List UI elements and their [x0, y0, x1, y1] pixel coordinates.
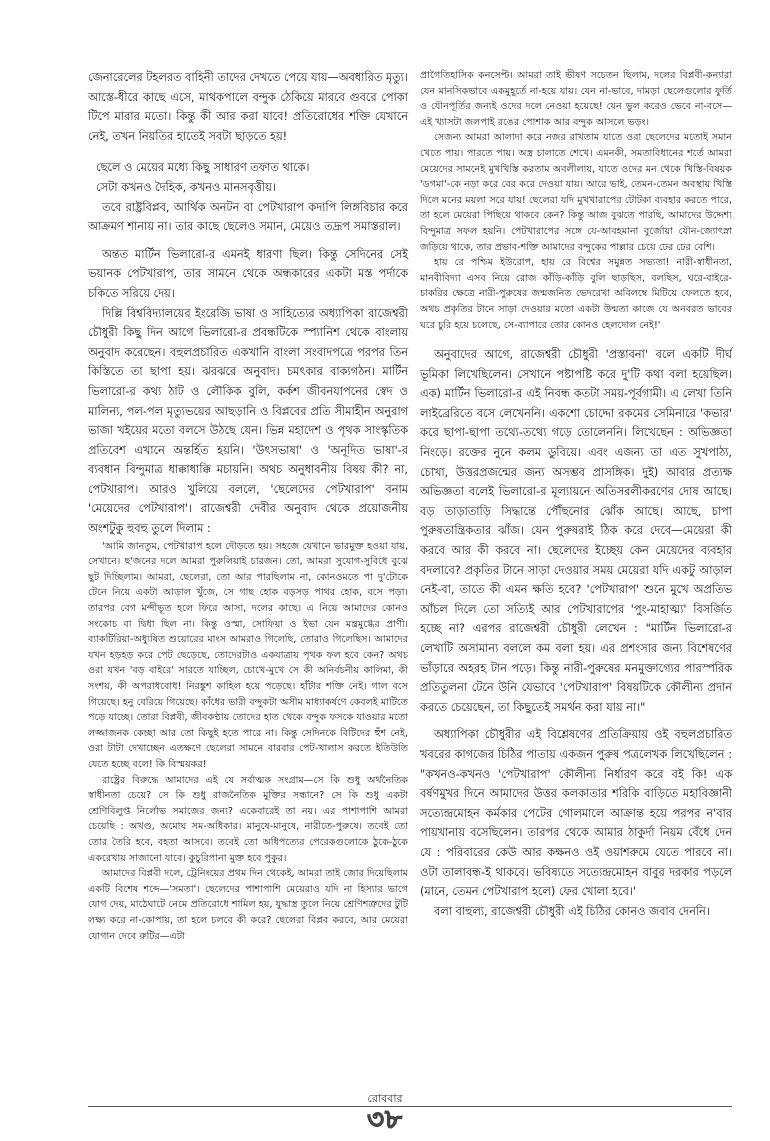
- paragraph-preface: অনুবাদের আগে, রাজেশ্বরী চৌধুরী 'প্রস্তাবনা' বলে একটি দীর্ঘ ভূমিকা লিখেছিলেন। সেখানে পষ্টাপষ্টি করে দু'টি কথা বলা হয়েছিল। এক) মার্টিন ভিলারো-র এই নিবন্ধ কতটা সময়-পূর্বগামী। এ লেখা তিনি লাইব্রেরিতে বসে লেখেননি। একশো চোদ্দো রকমের সেমিনারে 'কভার' করে ছাপা-ছাপা তথ্যে-তথ্যে গড়ে তোলেননি। লিখেছেন : অভিজ্ঞতা নিংড়ে। রক্তের নুনে কলম ডুবিয়ে। এবং এজন্য তা এত সুখপাঠ্য, চোখা, উত্তরপ্রজন্মের জন্য অসম্ভব প্রাসঙ্গিক। দুই) আবার প্রত্যক্ষ অভিজ্ঞতা বলেই ভিলারো-র মূল্যায়নে অতিসরলীকরণের দোষ আছে। বড় তাড়াতাড়ি সিদ্ধান্তে পৌঁছনোর ঝোঁক আছে। আছে, চাপা পুরুষতান্ত্রিকতার ঝাঁজ। যেন পুরুষরাই ঠিক করে দেবে—মেয়েরা কী করবে আর কী করবে না। ছেলেদের ইচ্ছেয় কেন মেয়েদের ব্যবহার বদলাবে? প্রকৃতির টানে সাড়া দেওয়ার সময় মেয়েরা যদি একটু আড়াল নেই-বা, তাতে কী এমন ক্ষতি হবে? 'পেটখারাপ' শুনে মুখে অপ্রতিভ আঁচল দিলে তো সত্যিই আর পেটখারাপের 'পুং-মাহাত্ম্য' বিসর্জিত হচ্ছে না? এরপর রাজেশ্বরী চৌধুরী লেখেন : "মার্টিন ভিলারো-র লেখাটি অসামান্য বললে কম বলা হয়। এর প্রশংসার জন্য বিশেষণের ভাঁড়ারে অহরহ টান পড়ে। কিন্তু নারী-পুরুষের মনমুক্তাগ্যের পারস্পরিক প্রতিতুলনা টেনে উনি যেভাবে 'পেটখারাপ' বিষয়টিকে কৌলীন্য প্রদান করতে চেয়েছেন, তা কিছুতেই সমর্থন করা যায় না।": [420, 348, 732, 714]
- quote-paragraph-4: প্রাগৈতিহাসিক কনসেপ্ট। আমরা তাই ভীষণ সচেতন ছিলাম, দলের বিপ্লবী-কন্যারা যেন মানসিকভাবে একমুহূর্তে না-হয়ে যায়। যেন না-ভাবে, দামড়া ছেলেগুলোর ফুর্তি ও যৌনপূর্তির জন্যই ওদের দলে নেওয়া হয়েছে! যেন ভুল করেও ভেবে না-বসে—এই খ্যাসটা জলপাই রঙের পোশাক আর বন্দুক আসলে ভড়ং।: [420, 70, 732, 128]
- spacer: [88, 146, 408, 158]
- paragraph-villaro-belief: অন্তত মার্টিন ভিলারো-র এমনই ধারণা ছিল। কিন্তু সেদিনের সেই ভয়ানক পেটখারাপ, তার সামনে থেকে অন্ধকারের একটা মস্ত পর্দাকে চকিতে সরিয়ে দেয়।: [88, 247, 408, 300]
- paragraph-letter: অধ্যাপিকা চৌধুরীর এই বিশ্লেষণের প্রতিক্রিয়ায় ওই বহুলপ্রচারিত খবরের কাগজের চিঠির পাতায় একজন পুরুষ পত্রলেখক লিখেছিলেন : "কখনও-কখনও 'পেটখারাপ' কৌলীন্য নির্ধারণ করে বই কি! এক বর্ষণমুখর দিনে আমাদের উত্তর কলকাতার শরিকি বাড়িতে মহাবিজ্ঞানী সত্যেন্দ্রমোহন কর্মকার পেটের গোলমালে আক্রান্ত হয়ে পরপর ন'বার পায়খানায় বসেছিলেন। তারপর থেকে আমার ঠাকুর্দা নিয়ম বেঁধে দেন যে : পরিবারের কেউ আর কক্ষনও ওই ওয়াশরুমে যেতে পারবে না। ওটা তালাবন্ধ-ই থাকবে। ভবিষ্যতে সত্যেন্দ্রমোহন বাবুর দরকার পড়লে (মানে, তেমন পেটখারাপ হলে) ফের খোলা হবে।': [420, 728, 732, 899]
- verse-line-1: ছেলে ও মেয়ের মধ্যে কিছু সাধারণ তফাত থাকে।: [96, 161, 310, 175]
- quote-paragraph-1: 'আমি জানতুম, পেটখারাপ হলে দৌড়তে হয়। সহজে যেখানে ভারমুক্ত হওয়া যায়, সেখানে। ছ'জনের দলে আমরা পুরুলিয়াই চারজন। তো, আমরা সুযোগ-সুবিধে বুঝে ছুট দিচ্ছিলাম। আমরা, ছেলেরা, তো আর পারছিলাম না, কোনওমতে পা দু'টোকে টেনে নিয়ে একটা আড়াল খুঁজে, সে গাছ হোক বড়সড় পাথর হোক, বসে পড়া। তারপর বেগ মন্দীভূত হলে ফিরে আসা, দলের কাছে। এ নিয়ে আমাদের কোনও সংকোচ বা দ্বিধা ছিল না। কিন্তু ওস্মা, সোফিয়া ও ইভা যেন মন্ত্রমুগ্ধের প্রাণী। ব্যাকটিরিয়া-অধ্যুষিত শুয়োরের মাংস আমরাও গিলেছি, তোরাও গিলেছিস। আমাদের যখন হড়হড় করে পেট ছেড়েছে, তোদেরটাও একযাত্রায় পৃথক ফল হবে কেন? অথচ ওরা যখন 'বড় বাইরে' সারতে যাচ্ছিল, চোখে-মুখে সে কী অনির্বচনীয় কালিমা, কী সংশয়, কী অপরাধবোধ! নিরঙ্কুশ কাহিল হয়ে পড়েছে। হাঁটার শক্তি নেই। গাল বসে গিয়েছে। হনু বেরিয়ে গিয়েছে। কাঁধের ভারী বন্দুকটা অসীম মাধ্যাকর্ষণে কেবলই মাটিতে পড়ে যাচ্ছে। তোরা বিপ্লবী, জীবকণ্ঠায় তোদের হাত থেকে বন্দুক ফসকে যাওয়ার মতো লজ্জাজনক কেচ্ছা আর তো কিছুই হতে পারে না। কিন্তু সেদিনকে বিটিদের হুঁশ নেই, ওরা টাটা দেখাচ্ছেন এতক্ষণে ছেলেরা সামনে বারবার পেট-খালাস করতে ইতিউতি যেতে হচ্ছে বলে! কি বিস্ময়কর!: [88, 540, 408, 770]
- quote-paragraph-2: রাষ্ট্রের বিরুদ্ধে আমাদের এই যে সর্বাত্মক সংগ্রাম—সে কি শুধু অর্থনৈতিক স্বাধীনতা চেয়ে? সে কি শুধু রাজনৈতিক মুক্তির সন্ধানে? সে কি শুধু একটা শ্রেণিবিলুপ্ত নির্লোভ সমাজের জন্য? একেবারেই তা নয়। এর পাশাপাশি আমরা চেয়েছি : অখণ্ড, অমোঘ সম-অধিকার। মানুষে-মানুষে, নারীতে-পুরুষে। তবেই তো তোর তৈরি হবে, বহতা আসবে। তবেই তো অধিপত্যের পেরেকগুলোকে ঠুকে-ঠুকে একরেখায় সাজানো যাবে। কুচুরিপানা মুক্ত হবে পুকুর।: [88, 774, 408, 864]
- verse-block: [88, 158, 408, 197]
- verse-line-2: সেটা কখনও দৈহিক, কখনও মানসবৃত্তীয়।: [96, 180, 276, 194]
- quote-paragraph-6: হায় রে পশ্চিম ইউরোপ, হায় রে বিশ্বের সমুন্নত সভ্যতা! নারী-স্বাধীনতা, মানবীবিদ্যা এসব নিয়ে রোজ কাঁড়ি-কাঁড়ি বুলি ছাড়ছিস, বলছিস, ঘরে-বাইরে-চাকরির ক্ষেত্রে নারী-পুরুষের জন্মজনিত ভেদরেখা অবিলম্বে মিটিয়ে ফেলতে হবে, অথচ প্রকৃতির টানে সাড়া দেওয়ার মতো একটা উন্মতা কাজে যে অনবরত ভাবের ঘরে চুরি হয়ে চলেছে, সে-ব্যাপারে তোর কোনও হেলদোল নেই!': [420, 257, 732, 331]
- spacer: [420, 717, 732, 725]
- paragraph-translator: দিল্লি বিশ্ববিদ্যালয়ের ইংরেজি ভাষা ও সাহিত্যের অধ্যাপিকা রাজেশ্বরী চৌধুরী কিছু দিন আগে ভিলারো-র প্রবন্ধটিকে স্প্যানিশ থেকে বাংলায় অনুবাদ করেছেন। বহুলপ্রচারিত একখানি বাংলা সংবাদপত্রে পরপর তিন কিস্তিতে তা ছাপা হয়। ঝরঝরে অনুবাদ। চমৎকার বাক্যগঠন। মার্টিন ভিলারো-র কথ্য ঠাট ও লৌকিক বুলি, কর্কশ জীবনযাপনের স্বেদ ও মালিন্য, পল-পল মৃত্যুভয়ের আছড়ানি ও বিপ্লবের প্রতি সীমাহীন অনুরাগ ভাজা খইয়ের মতো বলসে উঠছে যেন। ভিন্ন মহাদেশ ও পৃথক সাংস্কৃতিক প্রতিবেশ এখানে অন্তর্হিত হয়নি। 'উৎসভাষা' ও 'অনূদিত ভাষা'-র ব্যবধান বিন্দুমাত্র ধাক্কাধাক্কি মচায়নি। অথচ অনুধাবনীয় বিষয় কী? না, পেটখারাপ। আরও খুলিয়ে বললে, 'ছেলেদের পেটখারাপ' বনাম 'মেয়েদের পেটখারাপ'। রাজেশ্বরী দেবীর অনুবাদ থেকে প্রয়োজনীয় অংশটুকু হুবহু তুলে দিলাম :: [88, 306, 408, 536]
- magazine-name: রোববার: [367, 1092, 403, 1105]
- quote-paragraph-3: আমাদের বিপ্লবী দলে, ট্রেনিংয়ের প্রথম দিন থেকেই, আমরা তাই জোর দিয়েছিলাম একটি বিশেষ শব্দে—'সমতা'। ছেলেদের পাশাপাশি মেয়েরাও যদি না হিস্যার ভাগে যোগ দেয়, মাঠেঘাটে নেমে প্রতিরোধে শামিল হয়, যুদ্ধাস্ত্র তুলে নিয়ে শ্রেণিশত্রুদের টুটি লক্ষ্য করে না-কোপায়, তা হলে চলবে কী করে? ছেলেরা বিপ্লব করবে, আর মেয়েরা যোগান দেবে রুটির—এটা: [88, 868, 408, 942]
- paragraph-opening: জেনারেলের টহলরত বাহিনী তাদের দেখতে পেয়ে যায়—অবধারিত মৃত্যু। আস্তে-ধীরে কাছে এসে, মাথকপালে বন্দুক ঠেকিয়ে মারবে গুবরে পোকা টিপে মারার মতো। কিন্তু কী আর করা যাবে! প্রতিরোধের শক্তি যেখানে নেই, তখন নিয়তির হাতেই সবটা ছাড়তে হয়!: [88, 71, 408, 143]
- paragraph-revolution: তবে রাষ্ট্রবিপ্লব, আর্থিক অনটন বা পেটখারাপ কদাপি লিঙ্গবিচার করে আক্রমণ শানায় না। তার কাছে ছেলেও সমান, মেয়েও তদ্রূপ সমাস্তরাল।: [88, 200, 408, 234]
- page-footer: [0, 1092, 770, 1134]
- left-column: [88, 68, 408, 944]
- right-column: [420, 68, 732, 921]
- spacer: [88, 237, 408, 245]
- page-number: ৩৮: [367, 1105, 403, 1135]
- spacer: [420, 333, 732, 345]
- paragraph-closing: বলা বাহুল্য, রাজেশ্বরী চৌধুরী এই চিঠির কোনও জবাব দেননি।: [434, 904, 710, 918]
- quote-paragraph-5: সেজন্য আমরা আলাদা করে নজর রাখতাম যাতে ওরা ছেলেদের মতোই সমান খেতে পায়। পারতে পায়। অস্ত্র চালাতে শেখে। এমনকী, সমতাবিধানের শর্তে আমরা মেয়েদের সামনেই মুখখিস্তি করতাম অবলীলায়, যাতে ওদের মন থেকে খিস্তি-বিষয়ক 'ডগমা'-কে নড়া করে বের করে দেওয়া যায়। আরে ভাই, তেমন-তেমন অবস্থায় খিস্তি দিলে মনের ময়লা সরে যায়! ছেলেরা যদি মুখখারাপের টোটকা ব্যবহার করতে পারে, তা হলে মেয়েরা পিছিয়ে থাকবে কেন? কিন্তু আজ বুঝতে পারছি, আমাদের উদ্দেশ্য বিন্দুমাত্র সফল হয়নি। পেটখারাপের সঙ্গে যে-আবহমানা বুর্জোয়া যৌন-জ্যোৎস্না জড়িয়ে থাকে, তার প্রভাব-শক্তি আমাদের বন্দুকের পাল্লার চেয়ে ঢের ঢের বেশি।: [420, 132, 732, 253]
